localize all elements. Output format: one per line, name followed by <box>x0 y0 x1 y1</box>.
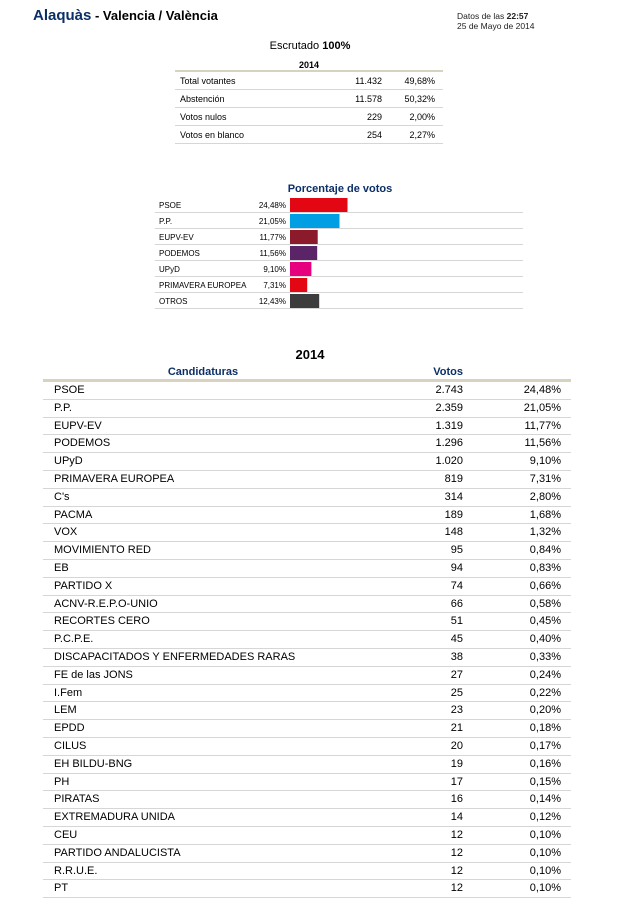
party-votes: 51 <box>450 615 463 628</box>
party-name: RECORTES CERO <box>54 615 150 628</box>
table-row <box>43 738 571 756</box>
party-pct: 0,10% <box>529 864 561 877</box>
party-pct: 0,10% <box>529 828 561 841</box>
party-name: PRIMAVERA EUROPEA <box>54 472 175 485</box>
summary-label: Votos en blanco <box>180 130 245 140</box>
party-name: DISCAPACITADOS Y ENFERMEDADES RARAS <box>54 650 296 663</box>
party-name: P.P. <box>54 401 72 414</box>
chart-value-label: 21,05% <box>258 217 286 226</box>
party-pct: 11,56% <box>524 437 561 450</box>
summary-value: 11.578 <box>355 94 382 104</box>
chart-bar <box>290 278 307 292</box>
table-row <box>43 667 571 685</box>
vote-percentage-chart <box>155 183 525 313</box>
summary-table <box>175 58 443 144</box>
party-name: EXTREMADURA UNIDA <box>54 811 176 824</box>
party-votes: 12 <box>450 882 463 895</box>
summary-row <box>175 126 443 144</box>
party-pct: 0,15% <box>529 775 561 788</box>
party-votes: 12 <box>450 864 463 877</box>
party-votes: 1.319 <box>435 419 463 432</box>
table-row <box>43 382 571 400</box>
summary-value: 229 <box>366 112 382 122</box>
party-name: UPyD <box>54 455 83 468</box>
party-votes: 12 <box>450 828 463 841</box>
table-row <box>43 453 571 471</box>
party-pct: 11,77% <box>524 419 561 432</box>
page-header <box>0 0 620 40</box>
party-pct: 0,17% <box>529 739 561 752</box>
title-place: Alaquàs <box>33 7 92 24</box>
col-candidaturas: Candidaturas <box>167 366 239 378</box>
table-row <box>43 720 571 738</box>
chart-bar <box>290 198 348 212</box>
summary-pct: 50,32% <box>404 94 435 104</box>
party-name: PIRATAS <box>54 793 100 806</box>
table-row <box>43 489 571 507</box>
party-pct: 0,10% <box>529 882 561 895</box>
party-pct: 0,58% <box>529 597 561 610</box>
party-votes: 20 <box>450 739 463 752</box>
party-pct: 9,10% <box>529 455 561 468</box>
chart-title: Porcentaje de votos <box>287 183 393 195</box>
summary-row <box>175 108 443 126</box>
party-pct: 0,16% <box>529 757 561 770</box>
party-name: PARTIDO X <box>54 579 113 592</box>
party-votes: 14 <box>450 811 463 824</box>
party-votes: 12 <box>450 846 463 859</box>
party-pct: 0,22% <box>529 686 561 699</box>
table-row <box>43 524 571 542</box>
scrutiny-label: Escrutado <box>269 40 323 52</box>
party-votes: 66 <box>450 597 463 610</box>
party-votes: 23 <box>450 704 463 717</box>
party-pct: 0,10% <box>529 846 561 859</box>
chart-bar <box>290 230 318 244</box>
chart-bar <box>290 262 311 276</box>
party-pct: 0,45% <box>529 615 561 628</box>
summary-value: 254 <box>366 130 382 140</box>
col-votos: Votos <box>433 366 463 378</box>
results-year-title: 2014 <box>295 347 325 362</box>
party-name: PODEMOS <box>54 437 111 450</box>
party-votes: 21 <box>450 722 463 735</box>
party-votes: 17 <box>450 775 463 788</box>
party-pct: 1,32% <box>529 526 561 539</box>
table-row <box>43 774 571 792</box>
party-name: MOVIMIENTO RED <box>54 544 151 557</box>
party-pct: 0,20% <box>529 704 561 717</box>
party-pct: 0,83% <box>529 561 561 574</box>
party-name: LEM <box>54 704 77 717</box>
party-votes: 148 <box>444 526 463 539</box>
party-votes: 94 <box>450 561 463 574</box>
table-row <box>43 418 571 436</box>
party-pct: 0,33% <box>529 650 561 663</box>
chart-svg <box>155 195 525 313</box>
party-pct: 0,40% <box>529 633 561 646</box>
party-pct: 0,12% <box>529 811 561 824</box>
party-pct: 0,66% <box>529 579 561 592</box>
table-row <box>43 809 571 827</box>
results-table <box>43 364 571 898</box>
party-name: VOX <box>54 526 78 539</box>
table-row <box>43 649 571 667</box>
chart-value-label: 9,10% <box>263 265 286 274</box>
table-row <box>43 880 571 898</box>
party-votes: 38 <box>450 650 463 663</box>
title-region: - Valencia / València <box>91 8 218 23</box>
party-name: CEU <box>54 828 78 841</box>
summary-label: Votos nulos <box>180 112 227 122</box>
table-row <box>43 791 571 809</box>
party-name: FE de las JONS <box>54 668 133 681</box>
party-name: EUPV-EV <box>54 419 102 432</box>
party-name: PACMA <box>54 508 93 521</box>
party-pct: 2,80% <box>529 490 561 503</box>
datos-date: 25 de Mayo de 2014 <box>457 21 535 31</box>
party-pct: 7,31% <box>529 472 561 485</box>
summary-row <box>175 72 443 90</box>
table-row <box>43 560 571 578</box>
chart-value-label: 11,56% <box>259 249 286 258</box>
party-votes: 2.359 <box>435 401 463 414</box>
scrutiny-status <box>0 40 620 52</box>
party-name: I.Fem <box>54 686 83 699</box>
party-name: EPDD <box>54 722 85 735</box>
party-name: PARTIDO ANDALUCISTA <box>54 846 181 859</box>
party-votes: 27 <box>450 668 463 681</box>
table-row <box>43 863 571 881</box>
table-row <box>43 613 571 631</box>
table-row <box>43 685 571 703</box>
summary-pct: 2,00% <box>409 112 435 122</box>
table-row <box>43 471 571 489</box>
party-votes: 25 <box>450 686 463 699</box>
chart-value-label: 12,43% <box>258 297 286 306</box>
datos-time: 22:57 <box>506 11 529 21</box>
party-votes: 819 <box>444 472 463 485</box>
chart-value-label: 11,77% <box>259 233 286 242</box>
chart-category-label: P.P. <box>159 217 173 226</box>
chart-value-label: 24,48% <box>258 201 286 210</box>
party-name: R.R.U.E. <box>54 864 98 877</box>
chart-category-label: OTROS <box>159 297 188 306</box>
page-title <box>33 7 218 24</box>
party-pct: 21,05% <box>523 401 561 414</box>
summary-year: 2014 <box>175 58 443 72</box>
table-row <box>43 542 571 560</box>
party-pct: 24,48% <box>523 384 561 396</box>
party-votes: 74 <box>450 579 463 592</box>
party-pct: 0,24% <box>529 668 561 681</box>
party-votes: 189 <box>444 508 463 521</box>
party-votes: 1.296 <box>435 437 463 450</box>
chart-category-label: PRIMAVERA EUROPEA <box>159 281 247 290</box>
table-row <box>43 845 571 863</box>
data-timestamp <box>457 11 535 31</box>
table-row <box>43 827 571 845</box>
table-row <box>43 631 571 649</box>
summary-value: 11.432 <box>355 76 382 86</box>
table-row <box>43 578 571 596</box>
table-row <box>43 507 571 525</box>
chart-category-label: PSOE <box>159 201 182 210</box>
chart-bar <box>290 214 340 228</box>
party-pct: 0,14% <box>529 793 561 806</box>
summary-pct: 2,27% <box>409 130 435 140</box>
chart-category-label: EUPV-EV <box>159 233 194 242</box>
party-name: EB <box>54 561 69 574</box>
table-row <box>43 756 571 774</box>
summary-pct: 49,68% <box>404 76 435 86</box>
results-header <box>43 364 571 382</box>
party-name: CILUS <box>54 739 87 752</box>
table-row <box>43 400 571 418</box>
chart-bar <box>290 294 319 308</box>
party-name: PSOE <box>54 384 85 396</box>
datos-prefix: Datos de las <box>457 11 507 21</box>
party-votes: 1.020 <box>435 455 463 468</box>
party-pct: 0,84% <box>529 544 561 557</box>
party-name: C's <box>54 490 70 503</box>
party-pct: 0,18% <box>529 722 561 735</box>
chart-value-label: 7,31% <box>263 281 286 290</box>
party-name: P.C.P.E. <box>54 633 94 646</box>
party-name: ACNV-R.E.P.O-UNIO <box>54 597 158 610</box>
party-name: PH <box>54 775 70 788</box>
party-votes: 314 <box>444 490 463 503</box>
party-votes: 16 <box>450 793 463 806</box>
party-votes: 19 <box>450 757 463 770</box>
party-votes: 45 <box>450 633 463 646</box>
summary-label: Abstención <box>180 94 225 104</box>
table-row <box>43 596 571 614</box>
party-votes: 95 <box>450 544 463 557</box>
chart-category-label: UPyD <box>159 265 180 274</box>
party-name: EH BILDU-BNG <box>54 757 133 770</box>
party-votes: 2.743 <box>435 384 463 396</box>
scrutiny-value: 100% <box>322 40 351 52</box>
chart-bar <box>290 246 317 260</box>
summary-row <box>175 90 443 108</box>
table-row <box>43 702 571 720</box>
party-pct: 1,68% <box>529 508 561 521</box>
table-row <box>43 435 571 453</box>
chart-category-label: PODEMOS <box>159 249 200 258</box>
summary-label: Total votantes <box>180 76 236 86</box>
party-name: PT <box>54 882 69 895</box>
